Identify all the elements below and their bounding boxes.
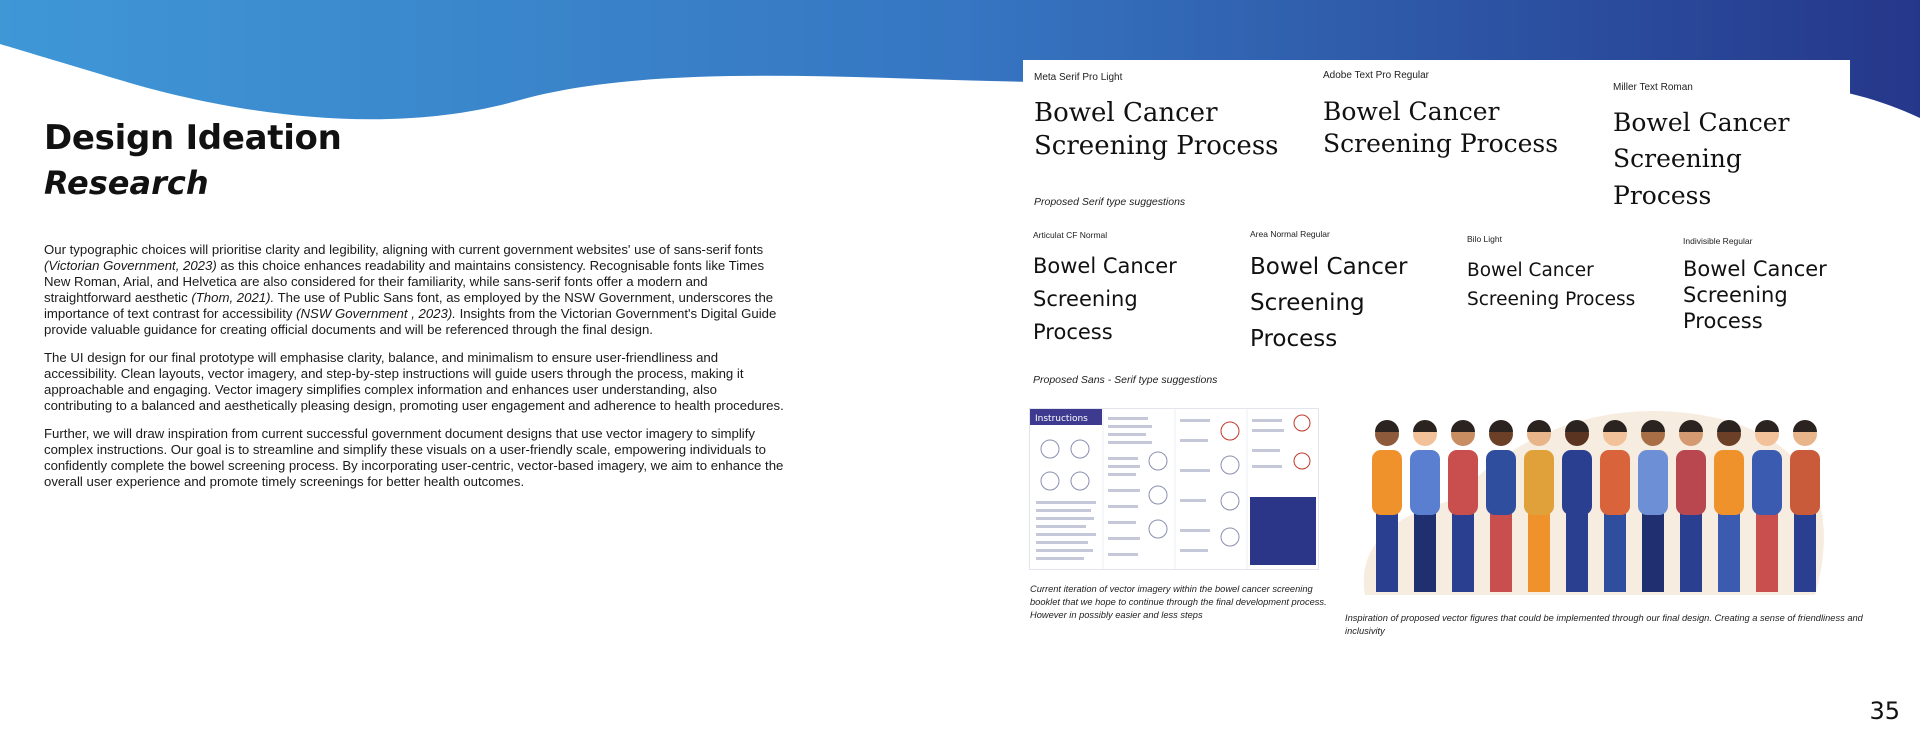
paragraph-ui-design: The UI design for our final prototype will emphasise clarity, balance, and minimalism to ensure user-friendliness and accessibility. Clean layouts, vector imagery, and step-by-step instructions will guide users through the process, making it approachable and engaging. Vector imagery simplifies complex information and enhances user understanding, also contributing to a balanced and aesthetically pleasing design, promoting user engagement and adherence to health procedures.	[44, 350, 784, 413]
font-preview: Bowel Cancer Screening Process	[1034, 98, 1279, 162]
text-run: as this choice enhances readability and maintains consistency. Recognisable fonts like Times New Roman, Arial, and Helvetica are also considered for their familiarity, while sans-serif fonts offer a modern and straightforward aesthetic	[44, 258, 765, 305]
font-name: Area Normal Regular	[1250, 229, 1330, 239]
citation: (Thom, 2021).	[191, 290, 275, 305]
person-figure	[1448, 420, 1478, 592]
serif-sample	[1034, 72, 1304, 163]
text-run: Insights from the Victorian Government's Digital Guide provide valuable guidance for creating official documents and will be referenced through the final design.	[44, 306, 777, 337]
booklet-image	[1029, 408, 1319, 570]
font-name: Adobe Text Pro Regular	[1323, 70, 1429, 81]
font-preview: Bowel Cancer Screening Process	[1250, 254, 1408, 352]
font-preview: Bowel Cancer Screening Process	[1323, 97, 1559, 158]
sans-sample	[1467, 234, 1677, 314]
page-title: Design Ideation	[44, 118, 342, 158]
text-column	[44, 118, 784, 502]
font-name: Indivisible Regular	[1683, 236, 1753, 246]
citation: (NSW Government , 2023).	[296, 306, 456, 321]
person-figure	[1410, 420, 1440, 592]
serif-caption: Proposed Serif type suggestions	[1034, 196, 1186, 208]
sans-sample	[1250, 229, 1455, 352]
font-name: Miller Text Roman	[1613, 82, 1693, 93]
booklet-illustration	[1030, 409, 1318, 569]
text-run: Our typographic choices will prioritise clarity and legibility, aligning with current government websites' use of sans-serif fonts	[44, 242, 764, 257]
font-name: Articulat CF Normal	[1033, 230, 1108, 240]
serif-sample	[1613, 82, 1848, 214]
person-figure	[1486, 420, 1516, 592]
person-figure	[1790, 420, 1820, 592]
sans-sample	[1683, 236, 1850, 334]
paragraph-typography	[44, 242, 784, 338]
text-run: The use of Public Sans font, as employed by the NSW Government, underscores the importance of text contrast for accessibility	[44, 290, 774, 321]
people-caption: Inspiration of proposed vector figures that could be implemented through our final design. Creating a sense of friendliness and inclusivity	[1345, 613, 1863, 636]
sans-sample	[1033, 230, 1238, 350]
booklet-caption: Current iteration of vector imagery within the bowel cancer screening booklet that we hope to continue through the final development process. However in possibly easier and less steps	[1030, 584, 1327, 620]
font-samples-panel	[1023, 60, 1850, 350]
page-subtitle: Research	[44, 164, 209, 202]
booklet-heading: Instructions	[1035, 414, 1088, 424]
paragraph-inspiration: Further, we will draw inspiration from current successful government document designs that use vector imagery to simplify complex instructions. Our goal is to streamline and simplify these visuals on a user-friendly scale, empowering individuals to confidently complete the bowel screening process. By incorporating user-centric, vector-based imagery, we aim to enhance the overall user experience and promote timely screenings for better health outcomes.	[44, 426, 784, 489]
citation: (Victorian Government, 2023)	[44, 258, 217, 273]
people-illustration	[1345, 400, 1880, 600]
font-preview: Bowel Cancer Screening Process	[1683, 257, 1827, 333]
font-name: Bilo Light	[1467, 234, 1502, 244]
font-preview: Bowel Cancer Screening Process	[1613, 108, 1790, 210]
font-name: Meta Serif Pro Light	[1034, 72, 1123, 83]
font-preview: Bowel Cancer Screening Process	[1467, 260, 1636, 310]
person-figure	[1372, 420, 1402, 592]
people-figures	[1345, 400, 1880, 600]
font-preview: Bowel Cancer Screening Process	[1033, 254, 1177, 344]
page-number: 35	[1869, 697, 1900, 725]
sans-caption: Proposed Sans - Serif type suggestions	[1033, 374, 1218, 386]
serif-sample	[1323, 70, 1593, 160]
body-text	[44, 242, 784, 490]
